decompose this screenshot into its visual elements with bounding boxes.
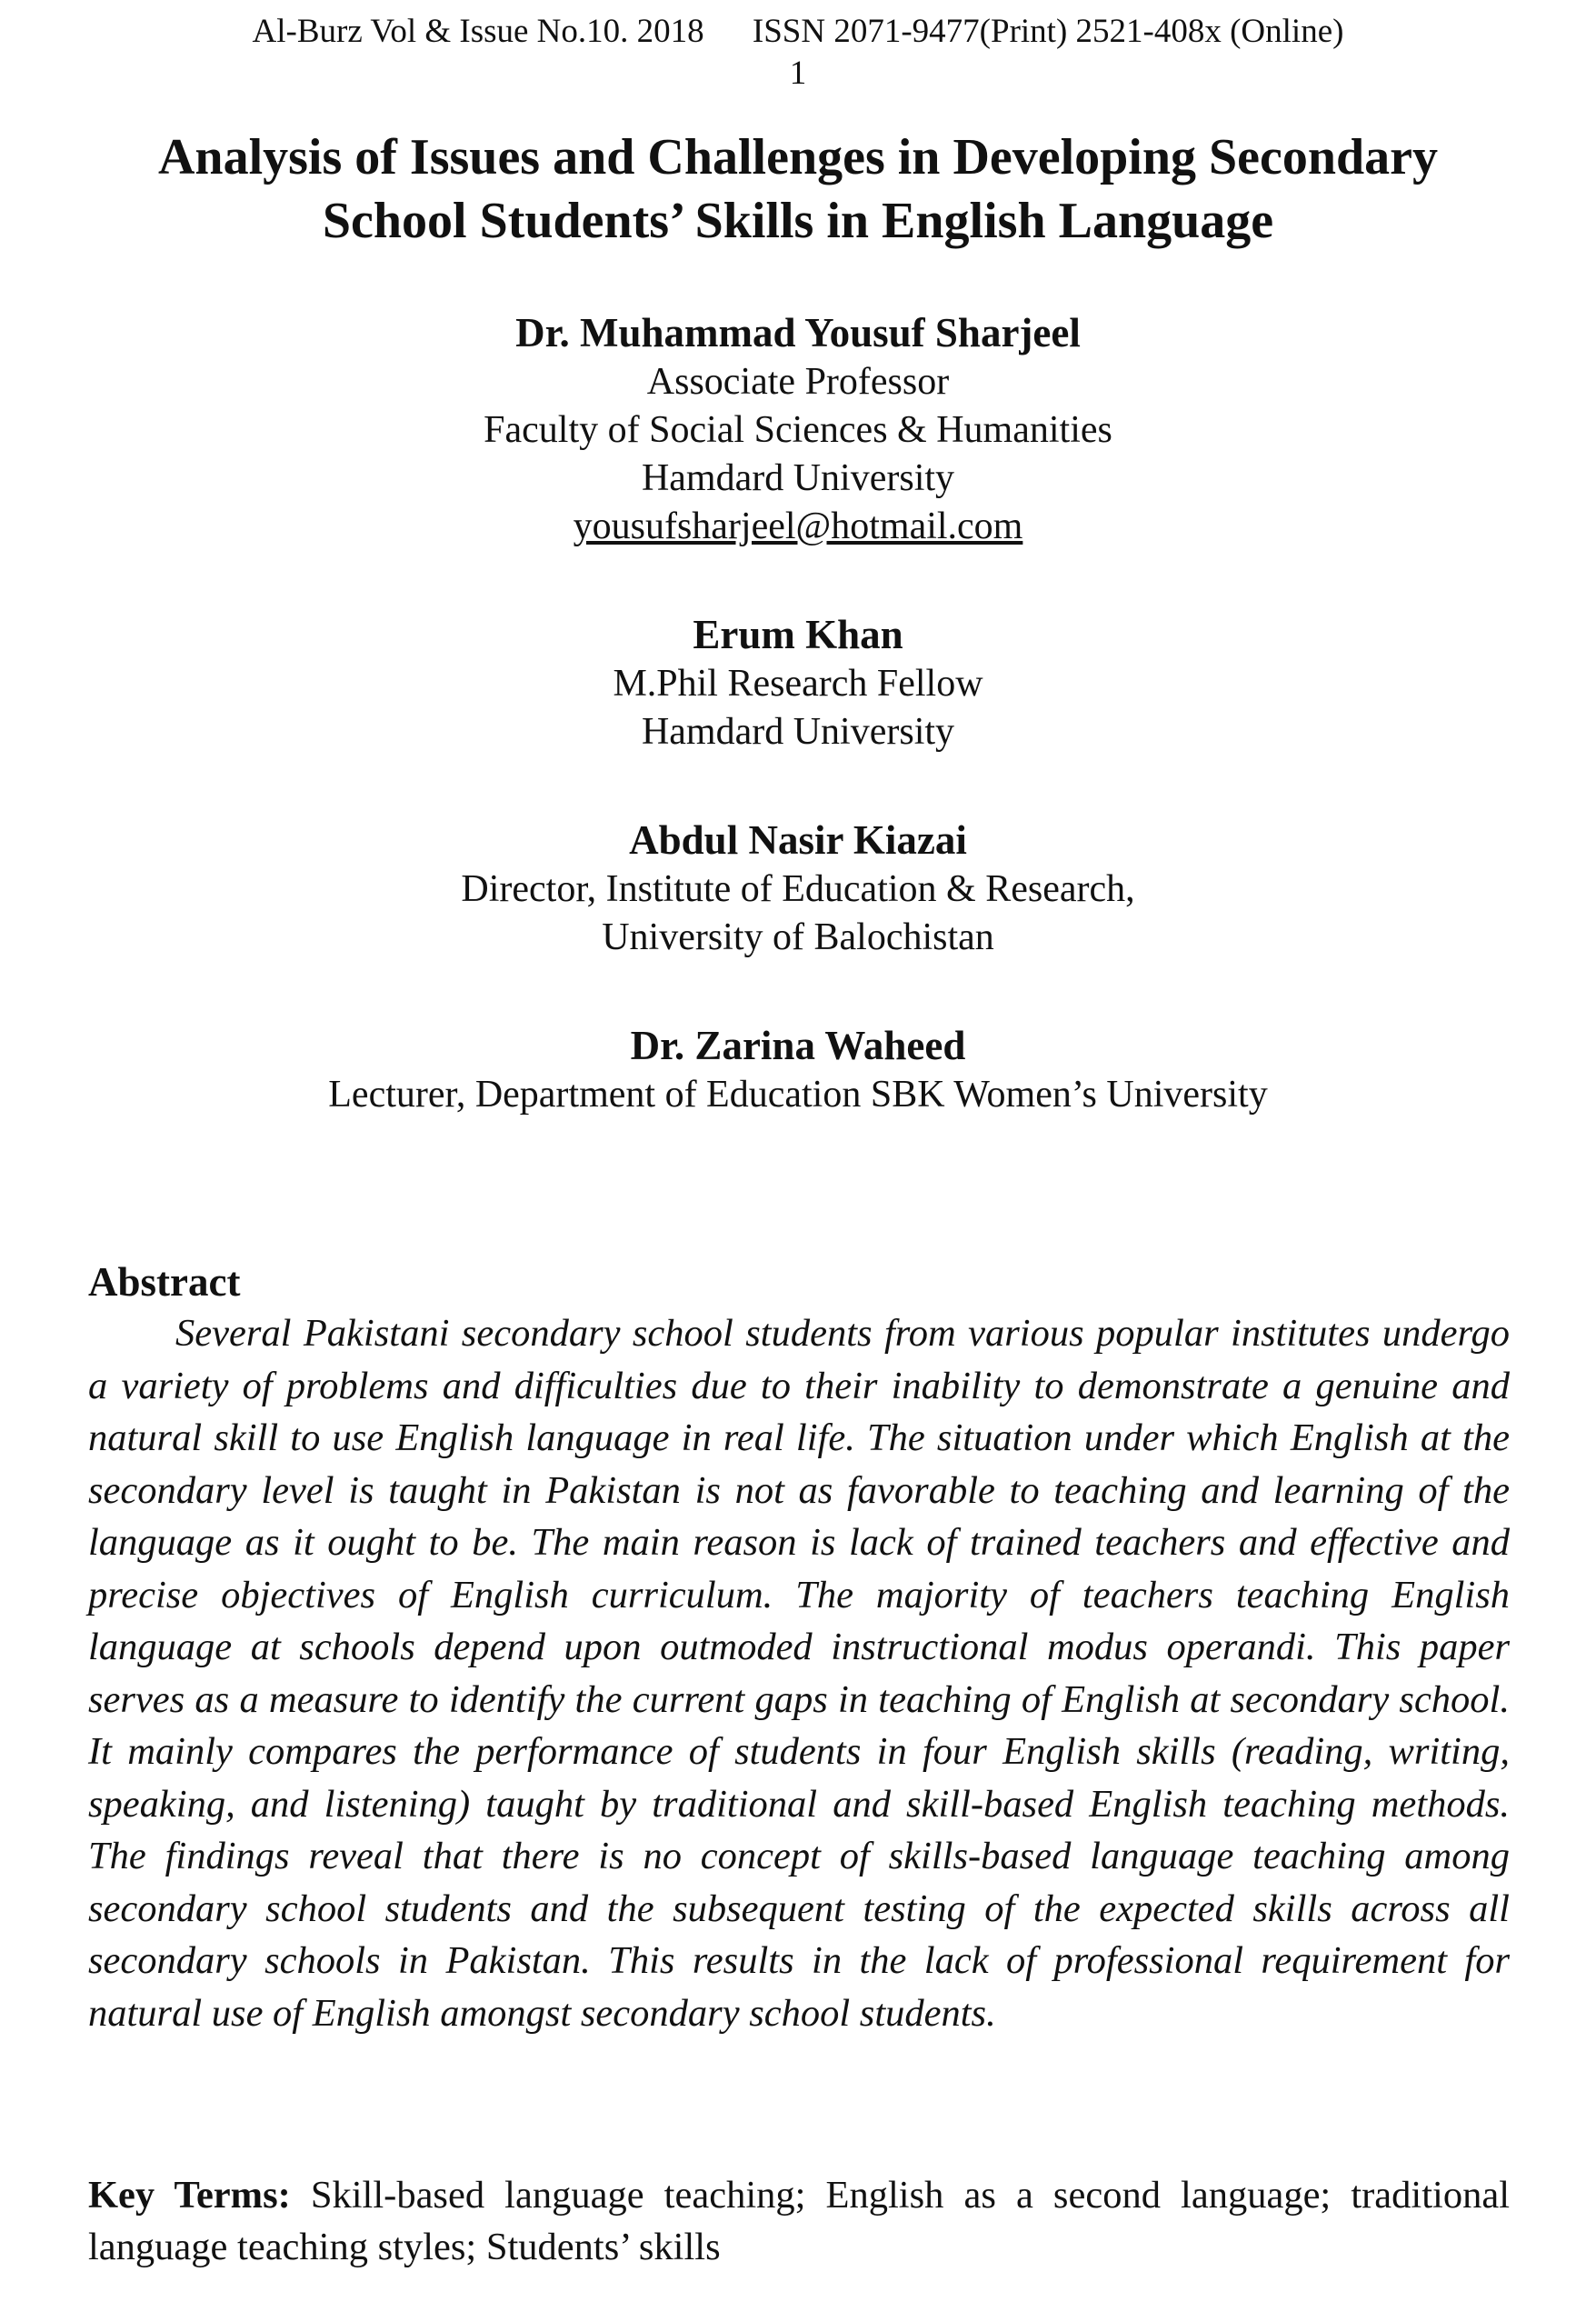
journal-info: Al-Burz Vol & Issue No.10. 2018	[252, 13, 704, 50]
key-terms-text: Skill-based language teaching; English as a second language; traditional language teaching styles; Students’ skills	[88, 2174, 1511, 2268]
author-affiliation-line: M.Phil Research Fellow	[613, 663, 983, 705]
title-line-1: Analysis of Issues and Challenges in Developing Secondary	[157, 129, 1438, 185]
author-name: Abdul Nasir Kiazai	[629, 817, 967, 863]
key-terms-label: Key Terms:	[88, 2174, 291, 2217]
author-name: Erum Khan	[693, 612, 903, 657]
author-affiliation-line: Associate Professor	[646, 361, 950, 403]
paper-title	[91, 125, 1505, 253]
author-affiliation-line: Faculty of Social Sciences & Humanities	[484, 409, 1112, 451]
author-affiliation-line: Director, Institute of Education & Research,	[461, 868, 1135, 910]
author-affiliation-line: Lecturer, Department of Education SBK Women’s University	[328, 1074, 1268, 1116]
author-affiliation-line: Hamdard University	[641, 457, 955, 499]
issn-info: ISSN 2071-9477(Print) 2521-408x (Online)	[752, 13, 1344, 50]
author-block	[0, 609, 1596, 756]
author-email-link[interactable]: yousufsharjeel@hotmail.com	[573, 505, 1023, 547]
author-block	[0, 307, 1596, 551]
author-affiliation-line: Hamdard University	[641, 711, 955, 753]
abstract-section	[88, 1256, 1510, 2039]
title-line-2: School Students’ Skills in English Language	[322, 193, 1274, 249]
author-name: Dr. Muhammad Yousuf Sharjeel	[515, 310, 1081, 355]
author-name: Dr. Zarina Waheed	[630, 1023, 966, 1068]
author-block	[0, 1020, 1596, 1119]
abstract-heading: Abstract	[88, 1259, 241, 1305]
author-affiliation-line: University of Balochistan	[602, 916, 994, 958]
abstract-text: Several Pakistani secondary school students from various popular institutes undergo a variety of problems and difficulties due to their inability to demonstrate a genuine and natural skill to use English language in real life. The situation under which English at the secondary level is taught in Pakistan is not as favorable to teaching and learning of the language as it ought to be. The main reason is lack of trained teachers and effective and precise objectives of English curriculum. The majority of teachers teaching English language at schools depend upon outmoded instructional modus operandi. This paper serves as a measure to identify the current gaps in teaching of English at secondary school. It mainly compares the performance of students in four English skills (reading, writing, speaking, and listening) taught by traditional and skill-based English teaching methods. The findings reveal that there is no concept of skills-based language teaching among secondary school students and the subsequent testing of the expected skills across all secondary schools in Pakistan. This results in the lack of professional requirement for natural use of English amongst secondary school students.	[88, 1312, 1510, 2035]
page-number: 1	[789, 55, 807, 92]
author-list	[0, 307, 1596, 1119]
author-block	[0, 815, 1596, 962]
key-terms-section	[88, 2169, 1510, 2273]
running-header	[0, 13, 1596, 51]
